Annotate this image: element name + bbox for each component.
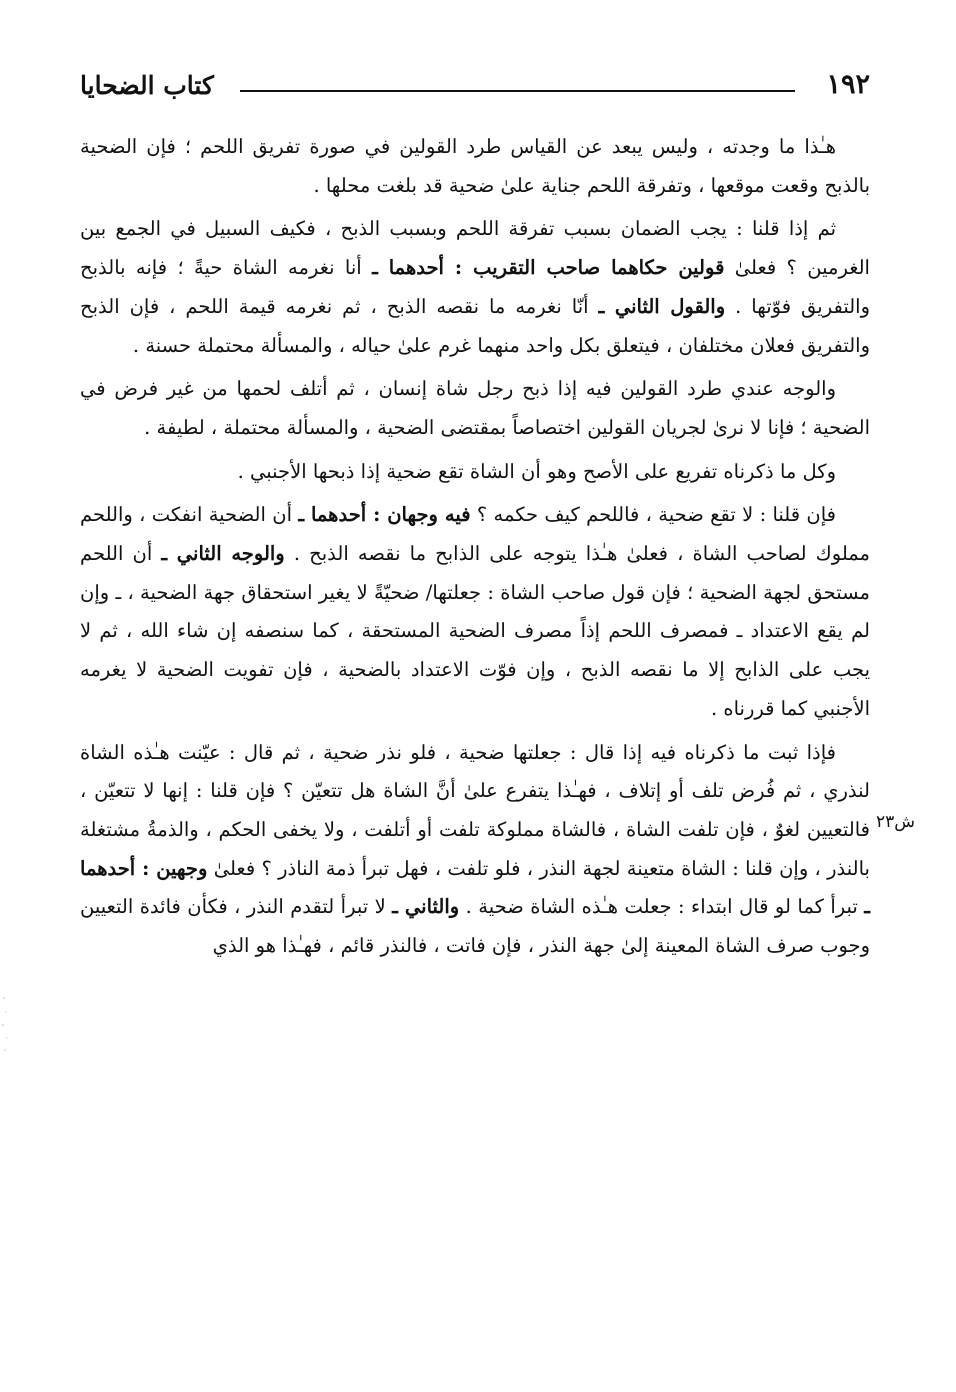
bold-phrase: قولين حكاهما صاحب التقريب : أحدهما ـ xyxy=(372,256,725,280)
text-run: وكل ما ذكرناه تفريع على الأصح وهو أن الشاة تقع ضحية إذا ذبحها الأجنبي . xyxy=(237,459,836,483)
text-run: أن اللحم مستحق لجهة الضحية ؛ فإن قول صاحب الشاة : جعلتها/ ضحيّةً لا يغير استحقاق جهة الضحية ، ـ وإن لم يقع الاعتداد ـ فمصرف اللحم إذاً مصرف الضحية المستحقة ، كما سنصفه إن شاء الله ، ثم لا يجب على الذابح إلا ما نقصه الذبح ، وإن فوّت الاعتداد بالضحية ، فإن تفويت الضحية لا يغرمه الأجنبي كما قررناه . xyxy=(80,542,870,720)
paragraph xyxy=(80,210,870,365)
paragraph xyxy=(80,128,870,205)
text-run: تبرأ كما لو قال ابتداء : جعلت هـٰذه الشاة ضحية . xyxy=(459,895,865,919)
bold-phrase: والثاني ـ xyxy=(392,895,460,919)
page-header xyxy=(80,60,870,104)
text-run: فإذا ثبت ما ذكرناه فيه إذا قال : جعلتها ضحية ، فلو نذر ضحية ، ثم قال : عيّنت هـٰذه الشاة لنذري ، ثم فُرض تلف أو إتلاف ، فهـٰذا يتفرع علىٰ أنَّ الشاة هل تتعيّن ؟ فإن قلنا : إنها لا تتعيّن ، فالتعيين لغوٌ ، فإن تلفت الشاة ، فالشاة مملوكة تلفت أو أتلفت ، ولا يخفى الحكم ، والذمةُ مشتغلة بالنذر ، وإن قلنا : الشاة متعينة لجهة النذر ، فلو تلفت ، فهل تبرأ ذمة الناذر ؟ فعلىٰ xyxy=(80,740,870,880)
paragraph xyxy=(80,496,870,728)
header-rule xyxy=(240,90,795,92)
text-run: أن الضحية انفكت ، واللحم مملوك لصاحب الشاة ، فعلىٰ هـٰذا يتوجه على الذابح ما نقصه الذبح . xyxy=(80,503,870,566)
text-run: ثم إذا قلنا : يجب الضمان بسبب تفرقة اللحم وبسبب الذبح ، فكيف السبيل في الجمع بين الغرمين ؟ فعلىٰ xyxy=(80,217,870,280)
bold-phrase: فيه وجهان : أحدهما ـ xyxy=(298,503,471,527)
text-run: أنا نغرمه الشاة حيةً ؛ فإنه بالذبح والتفريق فوّتها . xyxy=(80,256,870,318)
book-page xyxy=(80,60,870,971)
paragraph xyxy=(80,453,870,492)
text-run: والوجه عندي طرد القولين فيه إذا ذبح رجل شاة إنسان ، ثم أتلف لحمها من غير فرض في الضحية ؛ فإنا لا نرىٰ لجريان القولين اختصاصاً بمقتضى الضحية ، والمسألة محتملة ، لطيفة . xyxy=(80,377,870,439)
page-number: ١٩٢ xyxy=(826,69,870,100)
bold-phrase: والوجه الثاني ـ xyxy=(161,542,285,566)
paragraph xyxy=(80,734,870,966)
running-title: كتاب الضحايا xyxy=(80,71,214,100)
text-run: هـٰذا ما وجدته ، وليس يبعد عن القياس طرد القولين في صورة تفريق اللحم ؛ فإن الضحية بالذبح وقعت موقعها ، وتفرقة اللحم جناية علىٰ ضحية قد بلغت محلها . xyxy=(80,135,870,197)
bold-phrase: وجهين : أحدهما ـ xyxy=(80,856,870,919)
margin-folio-note: ش٢٣ xyxy=(876,812,916,832)
text-run: أنّا نغرمه ما نقصه الذبح ، ثم نغرمه قيمة اللحم ، فإن الذبح والتفريق فعلان مختلفان ، فيتعلق بكل واحد منهما غرم علىٰ حياله ، والمسألة محتملة حسنة . xyxy=(80,294,870,357)
page-edge-speckle xyxy=(0,990,14,1060)
text-run: فإن قلنا : لا تقع ضحية ، فاللحم كيف حكمه ؟ xyxy=(470,503,836,527)
paragraph xyxy=(80,370,870,447)
text-run: لا تبرأ لتقدم النذر ، فكأن فائدة التعيين وجوب صرف الشاة المعينة إلىٰ جهة النذر ، فإن فاتت ، فالنذر قائم ، فهـٰذا هو الذي xyxy=(80,895,870,958)
body-text xyxy=(80,128,870,966)
bold-phrase: والقول الثاني ـ xyxy=(598,294,726,318)
